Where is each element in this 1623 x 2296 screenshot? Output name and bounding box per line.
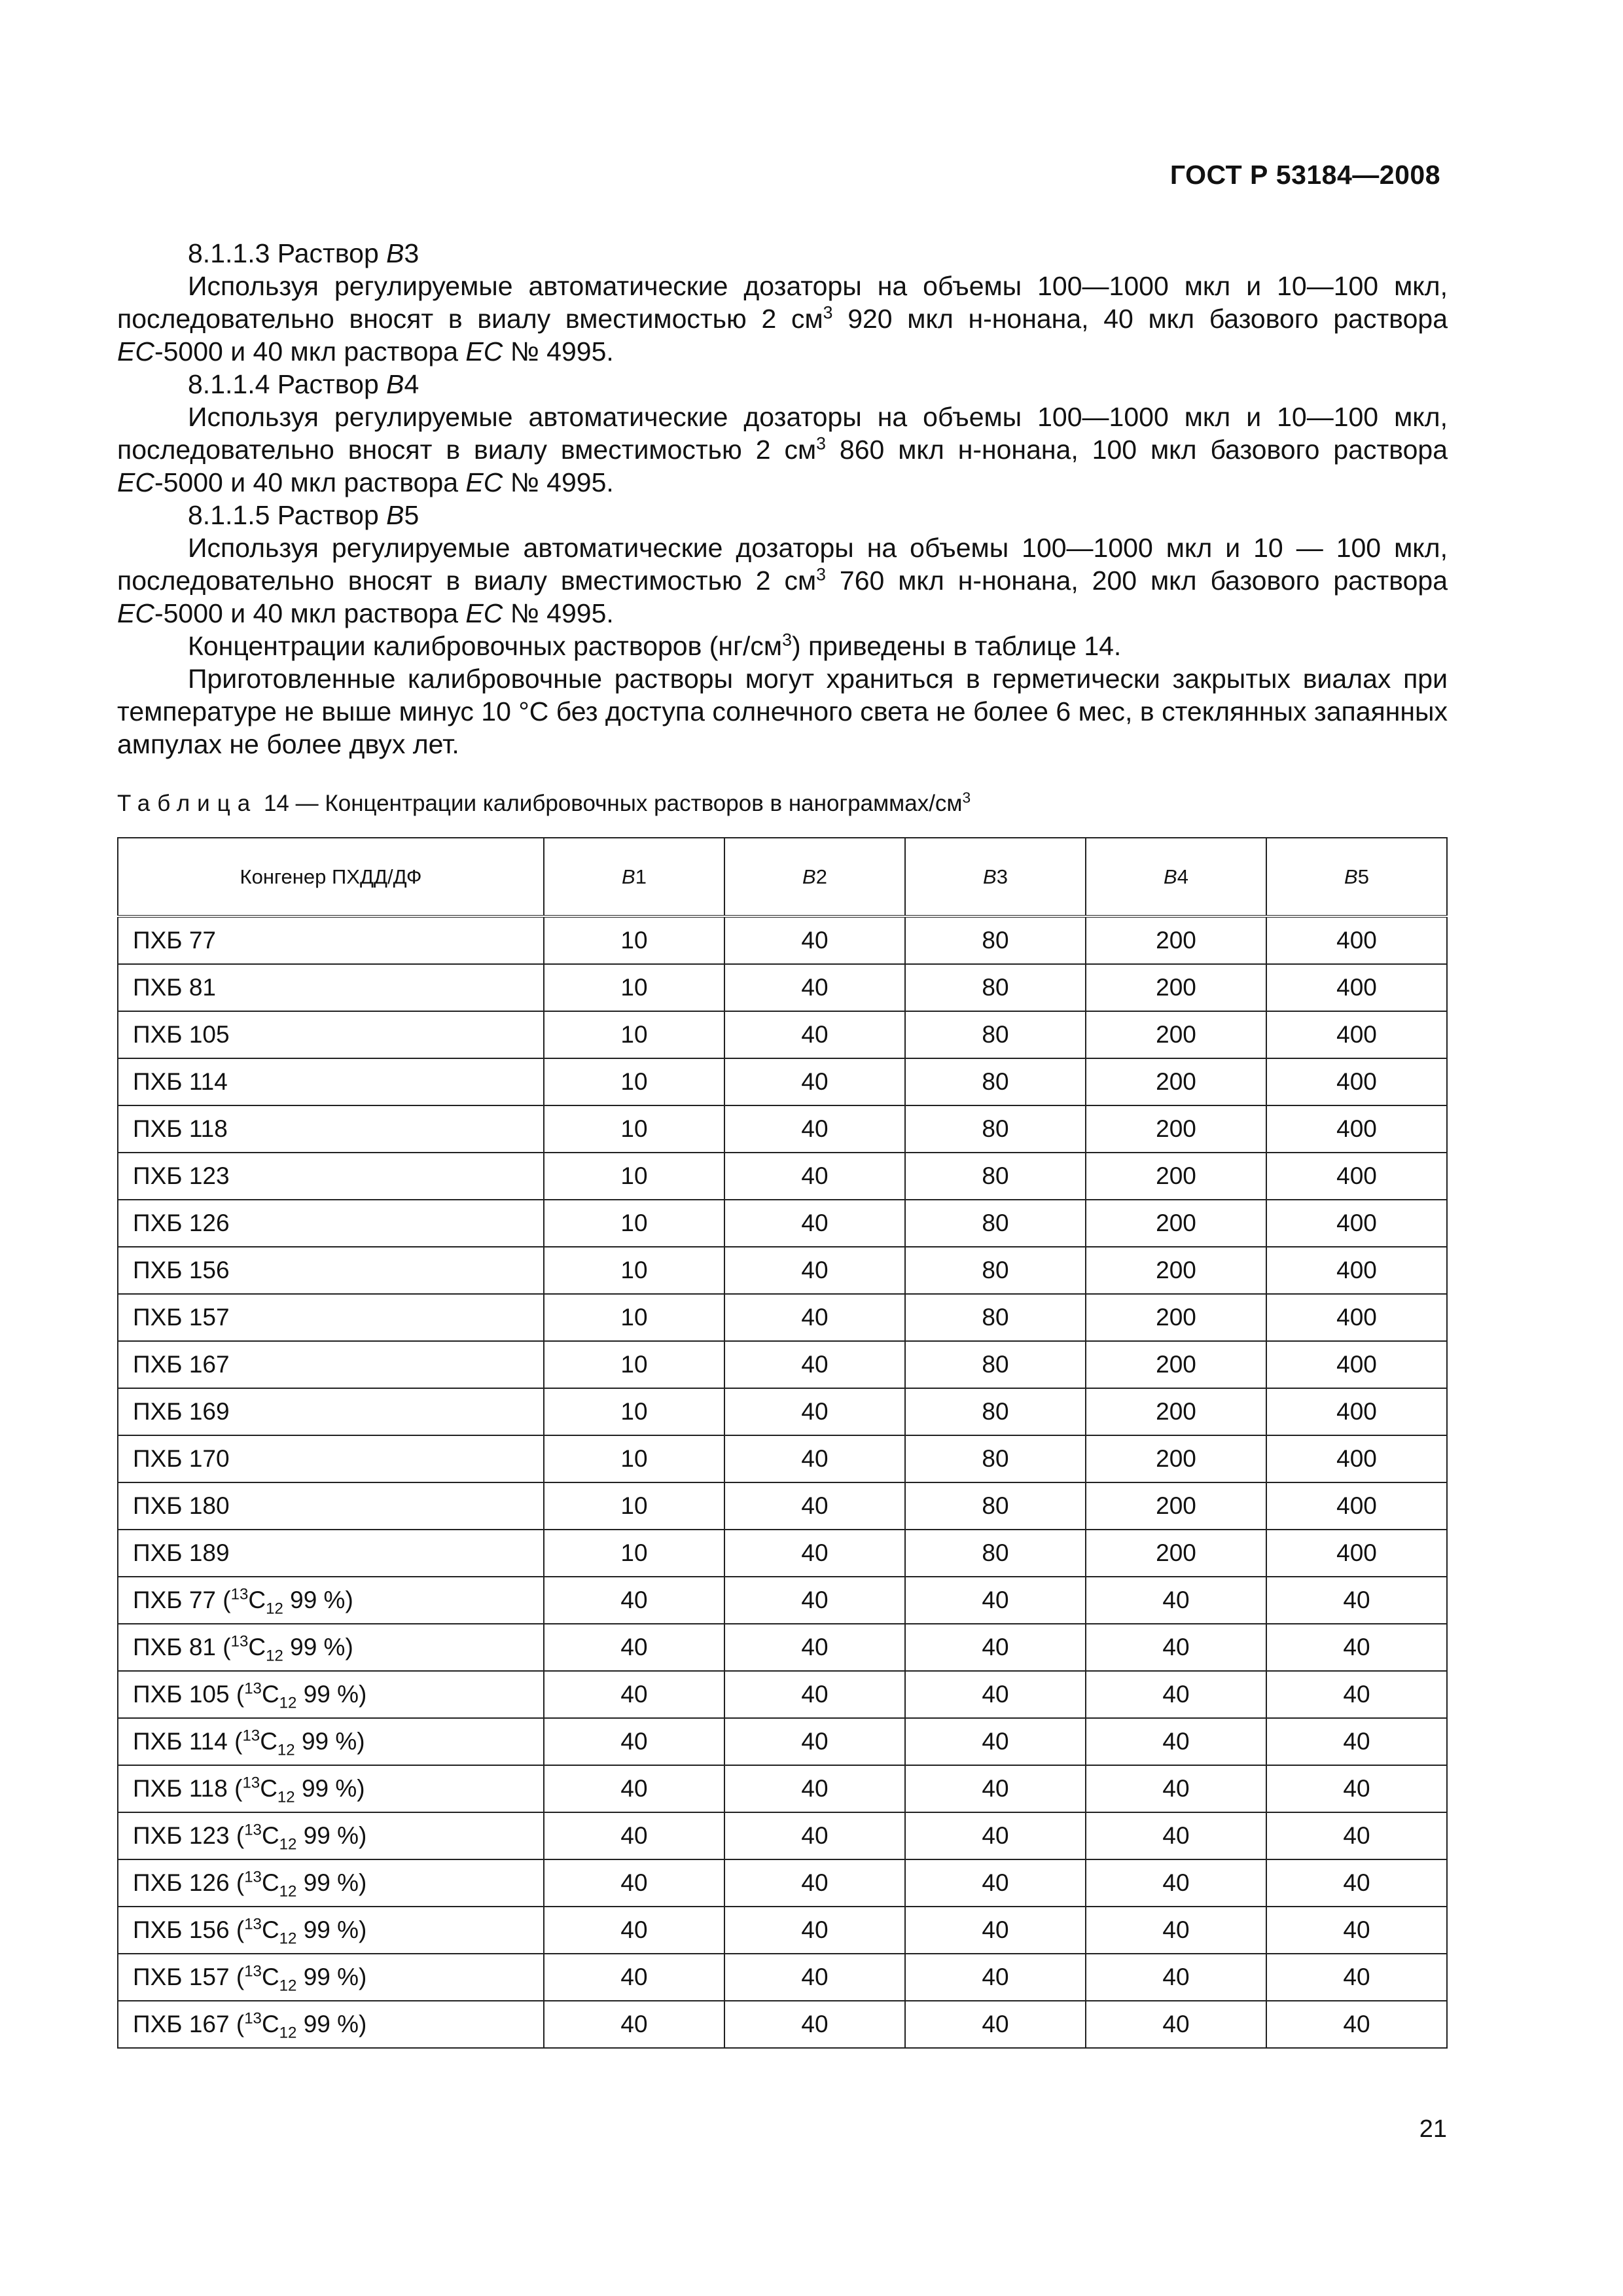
- concentration-cell: 40: [1086, 1671, 1266, 1718]
- concentration-cell: 200: [1086, 964, 1266, 1011]
- concentration-cell: 40: [1086, 1812, 1266, 1859]
- table-row: [118, 1200, 1447, 1247]
- table-row: [118, 1388, 1447, 1435]
- table-row: [118, 1907, 1447, 1954]
- column-header: Конгенер ПХДД/ДФ: [118, 838, 544, 916]
- concentration-cell: 80: [905, 1105, 1086, 1153]
- concentration-cell: 40: [724, 1765, 905, 1812]
- congener-name-cell: ПХБ 156: [118, 1247, 544, 1294]
- section-paragraph: Используя регулируемые автоматические дозаторы на объемы 100—1000 мкл и 10 — 100 мкл, последовательно вносят в виалу вместимостью 2 $см^3$ 760 мкл н-нонана, 200 мкл базового раствора ЕС-5000 и 40 мкл раствора ЕС № 4995.: [117, 533, 1448, 628]
- congener-name-cell: ПХБ 81 ($^{13}C_{12}$ 99 %): [118, 1624, 544, 1671]
- concentration-cell: 200: [1086, 1058, 1266, 1105]
- concentration-cell: 40: [1266, 1671, 1447, 1718]
- concentration-cell: 200: [1086, 1105, 1266, 1153]
- table-body: [118, 916, 1447, 2048]
- congener-name-cell: ПХБ 105 ($^{13}C_{12}$ 99 %): [118, 1671, 544, 1718]
- concentration-cell: 40: [1086, 1907, 1266, 1954]
- concentration-cell: 400: [1266, 1294, 1447, 1341]
- concentration-cell: 80: [905, 1388, 1086, 1435]
- concentration-cell: 40: [724, 1247, 905, 1294]
- concentration-cell: 40: [724, 1341, 905, 1388]
- concentration-cell: 80: [905, 916, 1086, 964]
- concentration-cell: 200: [1086, 1482, 1266, 1530]
- concentration-cell: 200: [1086, 1294, 1266, 1341]
- column-header: В1: [544, 838, 724, 916]
- congener-name-cell: ПХБ 77 ($^{13}C_{12}$ 99 %): [118, 1577, 544, 1624]
- concentration-cell: 80: [905, 1058, 1086, 1105]
- concentration-cell: 40: [544, 2001, 724, 2048]
- concentration-note: Концентрации калибровочных растворов $(нг/см^3)$ приведены в таблице 14.: [188, 630, 1122, 661]
- concentration-cell: 40: [544, 1718, 724, 1765]
- table-row: [118, 1435, 1447, 1482]
- concentration-cell: 40: [1266, 1624, 1447, 1671]
- concentration-cell: 40: [1086, 1624, 1266, 1671]
- concentration-cell: 40: [1086, 1577, 1266, 1624]
- concentration-cell: 40: [544, 1765, 724, 1812]
- congener-name-cell: ПХБ 126: [118, 1200, 544, 1247]
- congener-name-cell: ПХБ 180: [118, 1482, 544, 1530]
- concentration-cell: 200: [1086, 1153, 1266, 1200]
- concentration-cell: 40: [1266, 1907, 1447, 1954]
- concentration-cell: 40: [724, 1105, 905, 1153]
- concentration-cell: 80: [905, 1200, 1086, 1247]
- table-row: [118, 1153, 1447, 1200]
- section-paragraph: Используя регулируемые автоматические дозаторы на объемы 100—1000 мкл и 10—100 мкл, последовательно вносят в виалу вместимостью 2 $см^3$ 860 мкл н-нонана, 100 мкл базового раствора ЕС-5000 и 40 мкл раствора ЕС № 4995.: [117, 402, 1448, 497]
- table-row: [118, 1954, 1447, 2001]
- congener-name-cell: ПХБ 123: [118, 1153, 544, 1200]
- concentration-cell: 40: [724, 1011, 905, 1058]
- column-header: В3: [905, 838, 1086, 916]
- concentration-cell: 200: [1086, 1247, 1266, 1294]
- concentration-cell: 40: [1266, 1577, 1447, 1624]
- congener-name-cell: ПХБ 189: [118, 1530, 544, 1577]
- table-header: [118, 838, 1447, 916]
- concentration-cell: 400: [1266, 1341, 1447, 1388]
- table-row: [118, 1671, 1447, 1718]
- concentration-cell: 40: [905, 1577, 1086, 1624]
- concentration-cell: 200: [1086, 1011, 1266, 1058]
- concentration-cell: 10: [544, 1058, 724, 1105]
- table-row: [118, 1530, 1447, 1577]
- section-paragraph: Используя регулируемые автоматические дозаторы на объемы 100—1000 мкл и 10—100 мкл, последовательно вносят в виалу вместимостью 2 $см^3$ 920 мкл н-нонана, 40 мкл базового раствора ЕС-5000 и 40 мкл раствора ЕС № 4995.: [117, 271, 1448, 367]
- concentration-cell: 40: [724, 1812, 905, 1859]
- section-heading: 8.1.1.5 Раствор В5: [188, 500, 419, 530]
- concentration-cell: 40: [905, 1859, 1086, 1907]
- congener-name-cell: ПХБ 167: [118, 1341, 544, 1388]
- concentration-cell: 40: [1266, 1718, 1447, 1765]
- concentration-cell: 200: [1086, 1341, 1266, 1388]
- concentration-cell: 400: [1266, 916, 1447, 964]
- concentration-cell: 40: [905, 1671, 1086, 1718]
- concentration-cell: 40: [724, 1718, 905, 1765]
- concentration-cell: 80: [905, 964, 1086, 1011]
- concentration-cell: 40: [724, 2001, 905, 2048]
- concentration-cell: 40: [1266, 1765, 1447, 1812]
- concentration-cell: 80: [905, 1011, 1086, 1058]
- concentration-cell: 40: [724, 1577, 905, 1624]
- concentration-cell: 10: [544, 1247, 724, 1294]
- concentration-cell: 400: [1266, 964, 1447, 1011]
- concentration-cell: 80: [905, 1247, 1086, 1294]
- concentration-cell: 40: [1086, 1859, 1266, 1907]
- congener-name-cell: ПХБ 81: [118, 964, 544, 1011]
- concentration-cell: 40: [905, 1954, 1086, 2001]
- table-row: [118, 1247, 1447, 1294]
- concentration-cell: 40: [724, 1671, 905, 1718]
- congener-name-cell: ПХБ 167 ($^{13}C_{12}$ 99 %): [118, 2001, 544, 2048]
- concentration-cell: 200: [1086, 1435, 1266, 1482]
- concentration-cell: 40: [544, 1624, 724, 1671]
- congener-name-cell: ПХБ 170: [118, 1435, 544, 1482]
- concentration-cell: 80: [905, 1435, 1086, 1482]
- concentration-cell: 80: [905, 1153, 1086, 1200]
- table-row: [118, 1577, 1447, 1624]
- table-caption: Таблица 14 — Концентрации калибровочных растворов в нанограммах/$см^3$: [117, 789, 971, 816]
- concentration-cell: 40: [544, 1671, 724, 1718]
- concentration-cell: 40: [905, 1812, 1086, 1859]
- table-header-row: [118, 838, 1447, 916]
- concentration-cell: 40: [724, 916, 905, 964]
- concentration-cell: 40: [544, 1812, 724, 1859]
- table-row: [118, 916, 1447, 964]
- concentration-cell: 80: [905, 1341, 1086, 1388]
- concentration-cell: 400: [1266, 1058, 1447, 1105]
- concentration-cell: 40: [724, 1200, 905, 1247]
- table-row: [118, 1058, 1447, 1105]
- table-row: [118, 1482, 1447, 1530]
- concentration-cell: 40: [724, 1907, 905, 1954]
- concentration-cell: 40: [1266, 1954, 1447, 2001]
- table-row: [118, 1812, 1447, 1859]
- concentration-cell: 40: [724, 1388, 905, 1435]
- concentration-cell: 40: [905, 1765, 1086, 1812]
- concentration-cell: 400: [1266, 1530, 1447, 1577]
- concentration-cell: 10: [544, 1011, 724, 1058]
- concentration-cell: 40: [544, 1907, 724, 1954]
- table-row: [118, 1105, 1447, 1153]
- concentration-cell: 40: [1266, 2001, 1447, 2048]
- concentration-cell: 40: [544, 1859, 724, 1907]
- congener-name-cell: ПХБ 156 ($^{13}C_{12}$ 99 %): [118, 1907, 544, 1954]
- concentration-cell: 40: [724, 1294, 905, 1341]
- concentration-cell: 80: [905, 1294, 1086, 1341]
- concentration-cell: 200: [1086, 1388, 1266, 1435]
- table-row: [118, 964, 1447, 1011]
- concentration-cell: 400: [1266, 1105, 1447, 1153]
- concentration-cell: 40: [1266, 1812, 1447, 1859]
- congener-name-cell: ПХБ 157: [118, 1294, 544, 1341]
- concentration-cell: 40: [905, 2001, 1086, 2048]
- congener-name-cell: ПХБ 105: [118, 1011, 544, 1058]
- concentration-cell: 400: [1266, 1153, 1447, 1200]
- calibration-table: [117, 837, 1448, 2049]
- concentration-cell: 40: [905, 1907, 1086, 1954]
- concentration-cell: 200: [1086, 1200, 1266, 1247]
- concentration-cell: 40: [544, 1577, 724, 1624]
- concentration-cell: 400: [1266, 1482, 1447, 1530]
- column-header: В5: [1266, 838, 1447, 916]
- concentration-cell: 40: [724, 1530, 905, 1577]
- congener-name-cell: ПХБ 157 ($^{13}C_{12}$ 99 %): [118, 1954, 544, 2001]
- concentration-cell: 200: [1086, 916, 1266, 964]
- concentration-cell: 10: [544, 1200, 724, 1247]
- body-text: [117, 237, 1448, 761]
- concentration-cell: 10: [544, 1153, 724, 1200]
- congener-name-cell: ПХБ 118 ($^{13}C_{12}$ 99 %): [118, 1765, 544, 1812]
- concentration-cell: 400: [1266, 1247, 1447, 1294]
- congener-name-cell: ПХБ 123 ($^{13}C_{12}$ 99 %): [118, 1812, 544, 1859]
- table-row: [118, 1765, 1447, 1812]
- concentration-cell: 40: [1086, 1765, 1266, 1812]
- concentration-cell: 40: [1086, 2001, 1266, 2048]
- concentration-cell: 40: [724, 1153, 905, 1200]
- concentration-cell: 10: [544, 1530, 724, 1577]
- congener-name-cell: ПХБ 77: [118, 916, 544, 964]
- table-row: [118, 1294, 1447, 1341]
- concentration-cell: 400: [1266, 1435, 1447, 1482]
- concentration-cell: 10: [544, 1294, 724, 1341]
- congener-name-cell: ПХБ 118: [118, 1105, 544, 1153]
- column-header: В4: [1086, 838, 1266, 916]
- table-row: [118, 1859, 1447, 1907]
- concentration-cell: 10: [544, 1435, 724, 1482]
- concentration-cell: 40: [724, 1058, 905, 1105]
- concentration-cell: 10: [544, 1105, 724, 1153]
- concentration-cell: 10: [544, 964, 724, 1011]
- table-row: [118, 1011, 1447, 1058]
- concentration-cell: 80: [905, 1530, 1086, 1577]
- congener-name-cell: ПХБ 126 ($^{13}C_{12}$ 99 %): [118, 1859, 544, 1907]
- concentration-cell: 400: [1266, 1200, 1447, 1247]
- concentration-cell: 10: [544, 916, 724, 964]
- concentration-cell: 40: [544, 1954, 724, 2001]
- congener-name-cell: ПХБ 114: [118, 1058, 544, 1105]
- congener-name-cell: ПХБ 114 ($^{13}C_{12}$ 99 %): [118, 1718, 544, 1765]
- concentration-cell: 10: [544, 1341, 724, 1388]
- congener-name-cell: ПХБ 169: [118, 1388, 544, 1435]
- concentration-cell: 400: [1266, 1388, 1447, 1435]
- concentration-cell: 40: [724, 964, 905, 1011]
- table-row: [118, 1718, 1447, 1765]
- section-heading: 8.1.1.3 Раствор В3: [188, 238, 419, 268]
- concentration-cell: 10: [544, 1388, 724, 1435]
- storage-paragraph: Приготовленные калибровочные растворы могут храниться в герметически закрытых виалах при температуре не выше минус 10 °С без доступа солнечного света не более 6 мес, в стеклянных запаянных ампулах не более двух лет.: [117, 664, 1448, 759]
- table-row: [118, 1341, 1447, 1388]
- page-number: 21: [1419, 2115, 1447, 2143]
- concentration-cell: 40: [724, 1435, 905, 1482]
- concentration-cell: 40: [1266, 1859, 1447, 1907]
- concentration-cell: 40: [724, 1859, 905, 1907]
- concentration-cell: 200: [1086, 1530, 1266, 1577]
- document-code: ГОСТ Р 53184—2008: [1169, 160, 1440, 190]
- concentration-cell: 40: [724, 1482, 905, 1530]
- concentration-cell: 10: [544, 1482, 724, 1530]
- concentration-cell: 40: [1086, 1718, 1266, 1765]
- concentration-cell: 40: [905, 1624, 1086, 1671]
- table-row: [118, 2001, 1447, 2048]
- concentration-cell: 80: [905, 1482, 1086, 1530]
- section-heading: 8.1.1.4 Раствор В4: [188, 369, 419, 399]
- concentration-cell: 40: [724, 1624, 905, 1671]
- concentration-cell: 40: [905, 1718, 1086, 1765]
- concentration-cell: 40: [724, 1954, 905, 2001]
- table-row: [118, 1624, 1447, 1671]
- column-header: В2: [724, 838, 905, 916]
- concentration-cell: 40: [1086, 1954, 1266, 2001]
- concentration-cell: 400: [1266, 1011, 1447, 1058]
